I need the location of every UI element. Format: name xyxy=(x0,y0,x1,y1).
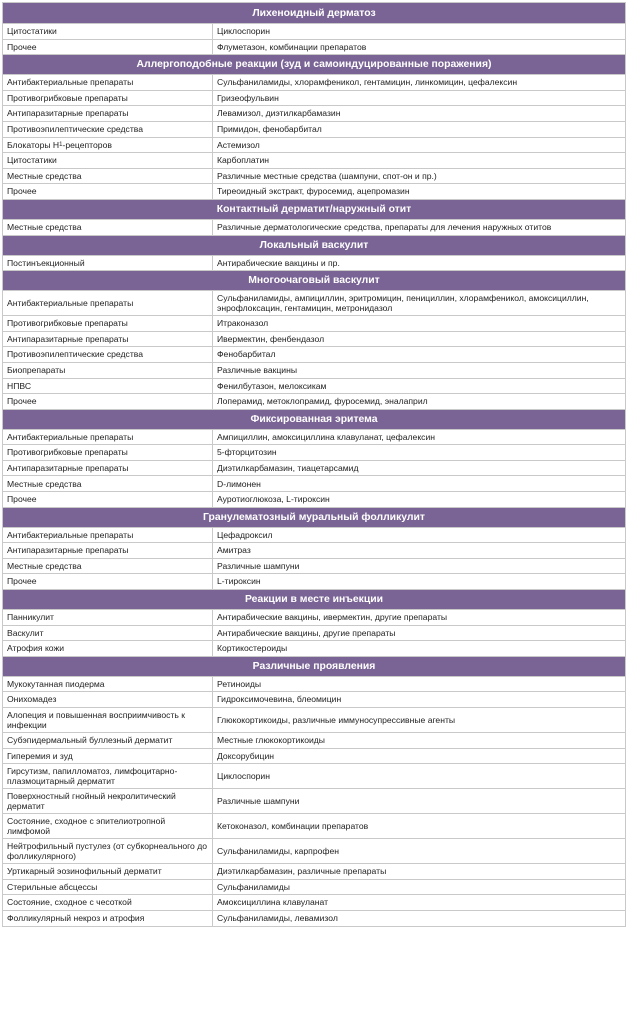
table-row xyxy=(3,40,625,56)
drug-group-cell: Местные средства xyxy=(3,476,213,491)
drugs-cell: Различные шампуни xyxy=(217,560,300,571)
table-row xyxy=(3,708,625,733)
drugs-cell: Сульфаниламиды xyxy=(217,881,290,892)
drug-group-cell: Васкулит xyxy=(3,626,213,641)
drug-group-cell: Гиперемия и зуд xyxy=(3,749,213,764)
table-row xyxy=(3,492,625,508)
table-row xyxy=(3,24,625,40)
drug-group-cell: Прочее xyxy=(3,492,213,507)
drugs-cell: Кетоконазол, комбинации препаратов xyxy=(217,820,369,831)
drug-group-cell: Противогрибковые препараты xyxy=(3,316,213,331)
drugs-cell: Астемизол xyxy=(217,139,260,150)
table-row xyxy=(3,291,625,316)
table-row xyxy=(3,363,625,379)
table-row xyxy=(3,749,625,765)
table-row xyxy=(3,641,625,657)
subscript: 1 xyxy=(59,141,63,148)
drug-reactions-table xyxy=(2,2,626,927)
table-row xyxy=(3,75,625,91)
drugs-cell: L-тироксин xyxy=(217,576,261,587)
section-header: Многоочаговый васкулит xyxy=(3,271,625,291)
drug-group-cell: Цитостатики xyxy=(3,24,213,39)
table-row xyxy=(3,184,625,200)
drugs-cell: Диэтилкарбамазин, различные препараты xyxy=(217,866,387,877)
section-header: Фиксированная эритема xyxy=(3,410,625,430)
table-row xyxy=(3,764,625,789)
drugs-cell: Диэтилкарбамазин, тиацетарсамид xyxy=(217,462,359,473)
drugs-cell: Сульфаниламиды, хлорамфеникол, гентамицин, линкомицин, цефалексин xyxy=(217,77,518,88)
drug-group-cell: Онихомадез xyxy=(3,692,213,707)
drug-group-cell: Цитостатики xyxy=(3,153,213,168)
table-row xyxy=(3,394,625,410)
table-row xyxy=(3,895,625,911)
drug-group-cell: Фолликулярный некроз и атрофия xyxy=(3,911,213,926)
drugs-cell: Доксорубицин xyxy=(217,750,274,761)
section-header: Реакции в месте инъекции xyxy=(3,590,625,610)
drugs-cell: Гидроксимочевина, блеомицин xyxy=(217,694,342,705)
drugs-cell: Различные местные средства (шампуни, спот-он и пр.) xyxy=(217,170,437,181)
drug-group-cell: Антипаразитарные препараты xyxy=(3,332,213,347)
table-row xyxy=(3,138,625,154)
drugs-cell: Сульфаниламиды, левамизол xyxy=(217,913,338,924)
table-row xyxy=(3,106,625,122)
drugs-cell: Кортикостероиды xyxy=(217,643,288,654)
table-row xyxy=(3,461,625,477)
drugs-cell: Циклоспорин xyxy=(217,26,270,37)
table-row xyxy=(3,169,625,185)
drugs-cell: Антирабические вакцины, другие препараты xyxy=(217,627,396,638)
table-row xyxy=(3,316,625,332)
drugs-cell: Циклоспорин xyxy=(217,770,270,781)
drugs-cell: Ауротиоглюкоза, L-тироксин xyxy=(217,494,330,505)
drugs-cell: Карбоплатин xyxy=(217,155,270,166)
drugs-cell: Ретиноиды xyxy=(217,678,262,689)
drugs-cell: Ампициллин, амоксициллина клавуланат, цефалексин xyxy=(217,431,436,442)
drugs-cell: Фенилбутазон, мелоксикам xyxy=(217,380,327,391)
drugs-cell: Цефадроксил xyxy=(217,529,273,540)
drug-group-cell: Местные средства xyxy=(3,220,213,235)
table-row xyxy=(3,880,625,896)
table-row xyxy=(3,332,625,348)
table-row xyxy=(3,733,625,749)
drugs-cell: Сульфаниламиды, ампициллин, эритромицин, пенициллин, хлорамфеникол, амоксициллин, энрофлоксацин, гентамицин, метронидазол xyxy=(217,292,589,314)
table-row xyxy=(3,153,625,169)
drug-group-cell: Уртикарный эозинофильный дерматит xyxy=(3,864,213,879)
drug-group-cell: Состояние, сходное с эпителиотропной лимфомой xyxy=(3,814,213,838)
drug-group-cell: Биопрепараты xyxy=(3,363,213,378)
table-row xyxy=(3,814,625,839)
drug-group-cell: Прочее xyxy=(3,184,213,199)
table-row xyxy=(3,445,625,461)
drug-group-cell: Прочее xyxy=(3,40,213,55)
section-header: Аллергоподобные реакции (зуд и самоиндуцированные поражения) xyxy=(3,55,625,75)
drug-group-cell: Антипаразитарные препараты xyxy=(3,543,213,558)
drug-group-cell: Постинъекционный xyxy=(3,256,213,271)
section-header: Контактный дерматит/наружный отит xyxy=(3,200,625,220)
drugs-cell: Амитраз xyxy=(217,545,251,556)
drug-group-cell: Панникулит xyxy=(3,610,213,625)
drug-group-cell: Атрофия кожи xyxy=(3,641,213,656)
drugs-cell: Антирабические вакцины, ивермектин, другие препараты xyxy=(217,612,448,623)
table-row xyxy=(3,789,625,814)
table-row xyxy=(3,220,625,236)
drugs-cell: D-лимонен xyxy=(217,478,261,489)
drugs-cell: Фенобарбитал xyxy=(217,349,276,360)
drugs-cell: Гризеофульвин xyxy=(217,92,279,103)
table-row xyxy=(3,543,625,559)
drugs-cell: Различные дерматологические средства, препараты для лечения наружных отитов xyxy=(217,221,552,232)
drugs-cell: 5-фторцитозин xyxy=(217,447,277,458)
drugs-cell: Сульфаниламиды, карпрофен xyxy=(217,845,339,856)
drugs-cell: Местные глюкокортикоиды xyxy=(217,735,325,746)
drug-group-cell: Антибактериальные препараты xyxy=(3,291,213,315)
drug-group-cell: Противогрибковые препараты xyxy=(3,91,213,106)
drug-group-cell: Местные средства xyxy=(3,169,213,184)
drug-group-cell: Блокаторы H 1 -рецепторов xyxy=(3,138,213,153)
table-row xyxy=(3,610,625,626)
table-row xyxy=(3,379,625,395)
table-row xyxy=(3,864,625,880)
drug-group-cell: Антибактериальные препараты xyxy=(3,75,213,90)
drug-group-cell: Прочее xyxy=(3,574,213,589)
drug-group-cell: Прочее xyxy=(3,394,213,409)
table-row xyxy=(3,692,625,708)
section-header: Лихеноидный дерматоз xyxy=(3,3,625,24)
drug-group-cell: Стерильные абсцессы xyxy=(3,880,213,895)
table-row xyxy=(3,122,625,138)
drug-group-cell: Нейтрофильный пустулез (от субкорнеального до фолликулярного) xyxy=(3,839,213,863)
table-row xyxy=(3,626,625,642)
drug-group-cell: Противоэпилептические средства xyxy=(3,347,213,362)
drug-group-cell: Антибактериальные препараты xyxy=(3,528,213,543)
section-header: Локальный васкулит xyxy=(3,236,625,256)
drugs-cell: Антирабические вакцины и пр. xyxy=(217,257,340,268)
drug-group-cell: Противогрибковые препараты xyxy=(3,445,213,460)
drug-group-cell: Антипаразитарные препараты xyxy=(3,461,213,476)
drugs-cell: Глюкокортикоиды, различные иммуносупрессивные агенты xyxy=(217,714,456,725)
drug-group-cell: Алопеция и повышенная восприимчивость к инфекции xyxy=(3,708,213,732)
drug-group-cell: Антипаразитарные препараты xyxy=(3,106,213,121)
drugs-cell: Лоперамид, метоклопрамид, фуросемид, эналаприл xyxy=(217,396,428,407)
table-row xyxy=(3,476,625,492)
drugs-cell: Тиреоидный экстракт, фуросемид, ацепромазин xyxy=(217,186,410,197)
drug-group-cell: Антибактериальные препараты xyxy=(3,430,213,445)
table-row xyxy=(3,91,625,107)
drugs-cell: Амоксициллина клавуланат xyxy=(217,897,329,908)
table-row xyxy=(3,677,625,693)
table-row xyxy=(3,430,625,446)
drugs-cell: Различные вакцины xyxy=(217,364,298,375)
drug-group-cell: НПВС xyxy=(3,379,213,394)
drug-group-cell: Гирсутизм, папилломатоз, лимфоцитарно-плазмоцитарный дерматит xyxy=(3,764,213,788)
drugs-cell: Левамизол, диэтилкарбамазин xyxy=(217,108,341,119)
drugs-cell: Итраконазол xyxy=(217,318,269,329)
drugs-cell: Примидон, фенобарбитал xyxy=(217,124,322,135)
table-row xyxy=(3,839,625,864)
table-row xyxy=(3,574,625,590)
drug-group-cell: Противоэпилептические средства xyxy=(3,122,213,137)
drug-group-cell: Субэпидермальный буллезный дерматит xyxy=(3,733,213,748)
drug-group-cell: Мукокутанная пиодерма xyxy=(3,677,213,692)
table-row xyxy=(3,347,625,363)
table-row xyxy=(3,559,625,575)
drug-group-cell: Местные средства xyxy=(3,559,213,574)
table-row xyxy=(3,911,625,927)
section-header: Гранулематозный муральный фолликулит xyxy=(3,508,625,528)
drug-group-cell: Поверхностный гнойный некролитический дерматит xyxy=(3,789,213,813)
drugs-cell: Различные шампуни xyxy=(217,795,300,806)
table-row xyxy=(3,528,625,544)
drugs-cell: Флуметазон, комбинации препаратов xyxy=(217,41,367,52)
section-header: Различные проявления xyxy=(3,657,625,677)
drugs-cell: Ивермектин, фенбендазол xyxy=(217,333,325,344)
drug-group-cell: Состояние, сходное с чесоткой xyxy=(3,895,213,910)
table-row xyxy=(3,256,625,272)
